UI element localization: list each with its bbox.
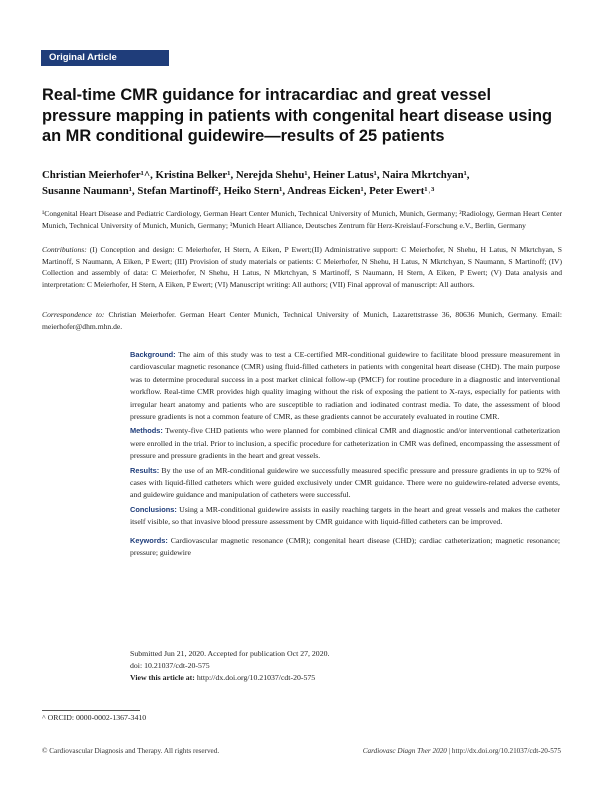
background-text: The aim of this study was to test a CE-certified MR-conditional guidewire to facilitate blood pressure measurement in cardiovascular magnetic resonance (CMR) using fluid-filled catheters in patients with congenital heart disease (CHD). The main purpose was to determine procedural success in a post market clinical follow-up (PMCF) for routine procedure in a diagnostic and interventional workflow. Real-time CMR provides high quality imaging without the risk of exposing the patient to X-rays, especially for patients with irregular heart anatomy and patients who are susceptible to radiation and iodinated contrast media. To date, the assessment of blood pressure gradients is not a common feature of CMR, as these gradients cannot be accurately evaluated in routine CMR. [130, 350, 560, 422]
footnote-divider [42, 710, 140, 711]
results-text: By the use of an MR-conditional guidewire we successfully measured specific pressure and pressure gradients in up to 92% of cases with liquid-filled catheters which were guided exclusively under CMR guidance. There were no guidewire-related adverse events, and guidewire guidance and manipulation of catheters were successful. [130, 465, 560, 500]
correspondence [42, 309, 562, 332]
background-heading: Background: [130, 350, 176, 359]
conclusions-heading: Conclusions: [130, 504, 177, 514]
methods-text: Twenty-five CHD patients who were planned for combined clinical CMR and diagnostic and/or interventional catheterization were enrolled in the trial. Prior to inclusion, a specific procedure for catheterization in CMR was defined, encompassing the assessment of pressure and pressure gradients in the heart and great vessels. [130, 426, 560, 461]
footer-journal: Cardiovasc Diagn Ther 2020 [362, 747, 447, 755]
conclusions-text: Using a MR-conditional guidewire assists in easily reaching targets in the heart and great vessels and makes the catheter itself visible, so that invasive blood pressure assessment by CMR guidance with liquid-filled catheters can be improved. [130, 504, 560, 527]
contributions [42, 244, 562, 290]
abstract-keywords [130, 535, 560, 560]
article-type-badge: Original Article [41, 50, 169, 66]
submission-info [130, 648, 560, 685]
orcid-footnote: ^ ORCID: 0000-0002-1367-3410 [42, 713, 147, 722]
keywords-heading: Keywords: [130, 535, 168, 545]
abstract-methods [130, 425, 560, 462]
submission-dates: Submitted Jun 21, 2020. Accepted for publication Oct 27, 2020. [130, 649, 330, 658]
article-title: Real-time CMR guidance for intracardiac and great vessel pressure mapping in patients with congenital heart disease using an MR conditional guidewire—results of 25 patients [42, 86, 553, 145]
author-line-2: Susanne Naumann¹, Stefan Martinoff², Heiko Stern¹, Andreas Eicken¹, Peter Ewert¹˒³ [42, 185, 435, 197]
correspondence-label: Correspondence to: [42, 310, 105, 319]
results-heading: Results: [130, 465, 160, 475]
contributions-label: Contributions: [42, 245, 87, 254]
abstract-results [130, 465, 560, 502]
keywords-text: Cardiovascular magnetic resonance (CMR); congenital heart disease (CHD); cardiac catheterization; magnetic resonance; pressure; guidewire [130, 535, 560, 558]
view-article-link[interactable]: http://dx.doi.org/10.21037/cdt-20-575 [194, 673, 316, 683]
view-article-line [130, 672, 560, 684]
correspondence-text: Christian Meierhofer. German Heart Center Munich, Technical University of Munich, Lazarettstrasse 36, 80636 Munich, Germany. Email: meierhofer@dhm.mhn.de. [42, 310, 562, 331]
author-line-1: Christian Meierhofer¹^, Kristina Belker¹, Nerejda Shehu¹, Heiner Latus¹, Naira Mkrtchyan¹, [42, 169, 470, 181]
contributions-text: (I) Conception and design: C Meierhofer, H Stern, A Eiken, P Ewert;(II) Administrative support: C Meierhofer, N Shehu, H Latus, N Mkrtchyan, S Martinoff, S Naumann, A Eiken, P Ewert; (III) Provision of study materials or patients: C Meierhofer, N Shehu, H Latus, N Mkrtchyan, S Naumann, S Martinoff; (IV) Collection and assembly of data: C Meierhofer, N Shehu, H Latus, N Mkrtchyan, S Martinoff, S Naumann, H Stern, A Eiken, P Ewert; (V) Data analysis and interpretation: C Meierhofer, H Stern, A Eiken, P Ewert; (VI) Manuscript writing: All authors; (VII) Final approval of manuscript: All authors. [42, 245, 562, 289]
author-list [42, 167, 562, 199]
footer-copyright: © Cardiovascular Diagnosis and Therapy. All rights reserved. [42, 747, 220, 755]
footer-url[interactable]: | http://dx.doi.org/10.21037/cdt-20-575 [446, 747, 561, 755]
view-article-label: View this article at: [130, 673, 195, 683]
footer-citation [363, 747, 561, 755]
abstract-conclusions [130, 504, 560, 529]
methods-heading: Methods: [130, 426, 163, 436]
doi: doi: 10.21037/cdt-20-575 [130, 661, 210, 671]
abstract-background [130, 349, 560, 423]
affiliations: ¹Congenital Heart Disease and Pediatric Cardiology, German Heart Center Munich, Technical University of Munich, Munich, Germany; ²Radiology, German Heart Center Munich, Technical University of Munich, Munich, Germany; ³Munich Heart Alliance, Deutsches Zentrum für Herz-Kreislauf-Forschung e.V., Berlin, Germany [42, 209, 562, 230]
abstract [130, 349, 560, 562]
